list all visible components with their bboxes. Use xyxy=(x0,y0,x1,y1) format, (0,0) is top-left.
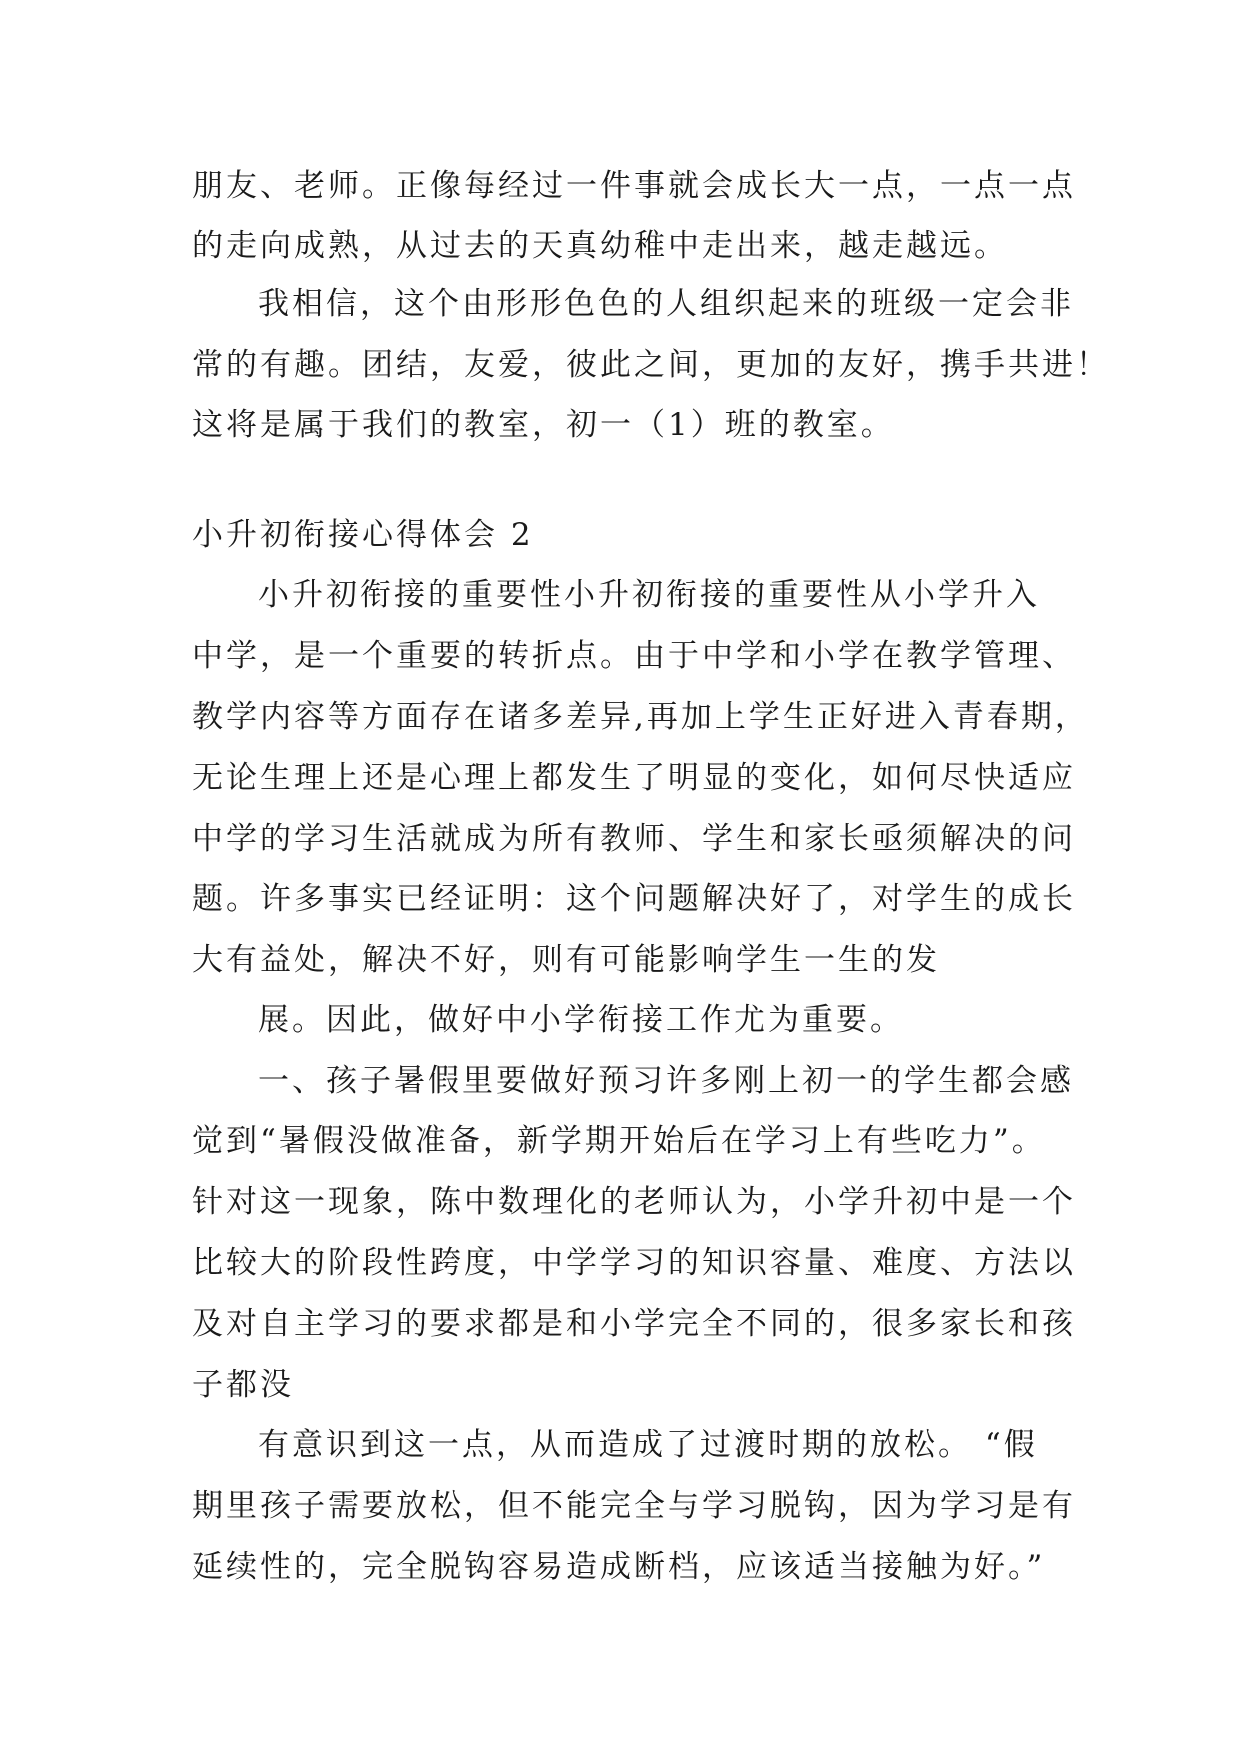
paragraph-line: 小升初衔接的重要性小升初衔接的重要性从小学升入 xyxy=(258,577,1040,613)
paragraph-line: 朋友、老师。正像每经过一件事就会成长大一点，一点一点 xyxy=(192,168,1076,204)
paragraph-line: 延续性的，完全脱钩容易造成断档，应该适当接触为好。” xyxy=(192,1549,1046,1585)
paragraph-line: 题。许多事实已经证明：这个问题解决好了，对学生的成长 xyxy=(192,881,1076,917)
paragraph-line: 一、孩子暑假里要做好预习许多刚上初一的学生都会感 xyxy=(258,1063,1074,1099)
paragraph-line: 觉到“暑假没做准备，新学期开始后在学习上有些吃力”。 xyxy=(192,1123,1046,1159)
paragraph-line: 有意识到这一点，从而造成了过渡时期的放松。 “假 xyxy=(258,1427,1038,1463)
paragraph-line: 我相信，这个由形形色色的人组织起来的班级一定会非 xyxy=(258,286,1074,322)
paragraph-line: 展。因此，做好中小学衔接工作尤为重要。 xyxy=(258,1002,904,1038)
paragraph-line: 的走向成熟，从过去的天真幼稚中走出来，越走越远。 xyxy=(192,228,1008,264)
paragraph-line: 常的有趣。团结，友爱，彼此之间，更加的友好，携手共进！ xyxy=(192,347,1110,383)
section-heading: 小升初衔接心得体会 2 xyxy=(192,517,534,553)
paragraph-line: 大有益处，解决不好，则有可能影响学生一生的发 xyxy=(192,942,940,978)
paragraph-line: 子都没 xyxy=(192,1367,294,1403)
paragraph-line: 及对自主学习的要求都是和小学完全不同的，很多家长和孩 xyxy=(192,1306,1076,1342)
paragraph-line: 期里孩子需要放松，但不能完全与学习脱钩，因为学习是有 xyxy=(192,1488,1076,1524)
paragraph-line: 中学的学习生活就成为所有教师、学生和家长亟须解决的问 xyxy=(192,821,1076,857)
paragraph-line: 比较大的阶段性跨度，中学学习的知识容量、难度、方法以 xyxy=(192,1245,1076,1281)
paragraph-line: 针对这一现象，陈中数理化的老师认为，小学升初中是一个 xyxy=(192,1184,1076,1220)
paragraph-line: 这将是属于我们的教室，初一（1）班的教室。 xyxy=(192,407,895,443)
paragraph-line: 教学内容等方面存在诸多差异,再加上学生正好进入青春期， xyxy=(192,699,1089,735)
paragraph-line: 无论生理上还是心理上都发生了明显的变化，如何尽快适应 xyxy=(192,760,1076,796)
paragraph-line: 中学，是一个重要的转折点。由于中学和小学在教学管理、 xyxy=(192,638,1076,674)
